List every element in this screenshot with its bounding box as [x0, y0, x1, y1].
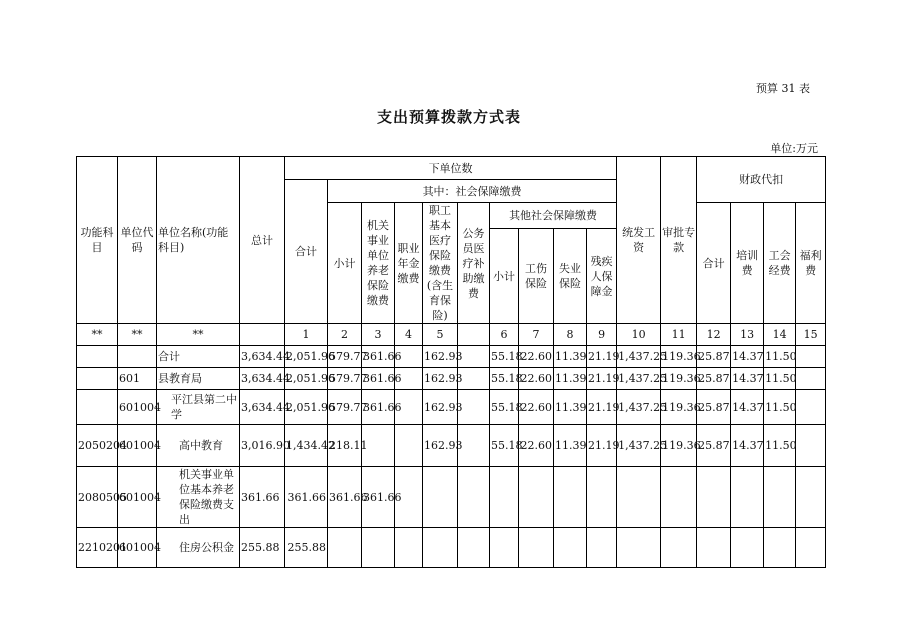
- value-cell: 25.87: [697, 425, 731, 467]
- value-cell: 22.60: [519, 390, 554, 425]
- page-title: 支出预算拨款方式表: [376, 108, 521, 126]
- value-cell: 11.39: [554, 368, 587, 390]
- header-training: 培训费: [731, 203, 764, 324]
- value-cell: [661, 467, 697, 528]
- value-cell: [796, 368, 826, 390]
- unit-name-cell: 机关事业单位基本养老保险缴费支出: [157, 467, 240, 528]
- table-row: [77, 368, 826, 390]
- index-cell: [458, 324, 490, 346]
- value-cell: 579.77: [328, 346, 362, 368]
- value-cell: 1,434.42: [285, 425, 328, 467]
- value-cell: 579.77: [328, 368, 362, 390]
- value-cell: 361.66: [362, 390, 395, 425]
- index-cell: 9: [587, 324, 617, 346]
- value-cell: 11.39: [554, 346, 587, 368]
- index-cell: 7: [519, 324, 554, 346]
- value-cell: 22.60: [519, 368, 554, 390]
- unit-code-cell: [118, 346, 157, 368]
- value-cell: 21.19: [587, 346, 617, 368]
- value-cell: 162.93: [423, 346, 458, 368]
- value-cell: 55.18: [490, 346, 519, 368]
- unit-name-cell: 县教育局: [157, 368, 240, 390]
- value-cell: [697, 467, 731, 528]
- value-cell: [395, 425, 423, 467]
- value-cell: [661, 528, 697, 568]
- value-cell: 11.39: [554, 425, 587, 467]
- value-cell: 14.37: [731, 425, 764, 467]
- func-code-cell: 2050204: [77, 425, 118, 467]
- value-cell: 22.60: [519, 425, 554, 467]
- value-cell: [519, 528, 554, 568]
- index-cell: 4: [395, 324, 423, 346]
- value-cell: 3,634.44: [240, 390, 285, 425]
- value-cell: 2,051.96: [285, 346, 328, 368]
- value-cell: 25.87: [697, 390, 731, 425]
- unit-code-cell: 601004: [118, 390, 157, 425]
- value-cell: [458, 528, 490, 568]
- value-cell: 361.66: [362, 368, 395, 390]
- header-approved: 审批专款: [661, 157, 697, 324]
- value-cell: [587, 528, 617, 568]
- header-welfare: 福利费: [796, 203, 826, 324]
- unit-name-cell: 平江县第二中学: [157, 390, 240, 425]
- func-code-cell: 2080505: [77, 467, 118, 528]
- header-fiscal: 财政代扣: [697, 157, 826, 203]
- value-cell: 21.19: [587, 368, 617, 390]
- header-other-subtotal: 小计: [490, 229, 519, 324]
- value-cell: 2,051.96: [285, 368, 328, 390]
- table-row: [77, 467, 826, 528]
- unit-name-cell: 合计: [157, 346, 240, 368]
- value-cell: 11.50: [764, 390, 796, 425]
- index-cell: 10: [617, 324, 661, 346]
- value-cell: 2,051.96: [285, 390, 328, 425]
- header-injury: 工伤保险: [519, 229, 554, 324]
- value-cell: 579.77: [328, 390, 362, 425]
- unit-name-cell: 高中教育: [157, 425, 240, 467]
- header-union: 工会经费: [764, 203, 796, 324]
- header-annuity: 职业年金缴费: [395, 203, 423, 324]
- value-cell: 361.66: [285, 467, 328, 528]
- value-cell: [764, 467, 796, 528]
- index-cell: 12: [697, 324, 731, 346]
- value-cell: 119.36: [661, 425, 697, 467]
- header-total: 总计: [240, 157, 285, 324]
- value-cell: 162.93: [423, 368, 458, 390]
- value-cell: 119.36: [661, 390, 697, 425]
- func-code-cell: [77, 346, 118, 368]
- value-cell: 14.37: [731, 368, 764, 390]
- value-cell: [617, 467, 661, 528]
- table-row: [77, 425, 826, 467]
- value-cell: 361.66: [362, 467, 395, 528]
- value-cell: [796, 467, 826, 528]
- index-cell: 8: [554, 324, 587, 346]
- func-code-cell: [77, 368, 118, 390]
- value-cell: 361.66: [362, 346, 395, 368]
- value-cell: [519, 467, 554, 528]
- header-social-security: 其中：社会保障缴费: [328, 180, 617, 203]
- value-cell: 1,437.25: [617, 425, 661, 467]
- value-cell: [617, 528, 661, 568]
- index-cell: **: [77, 324, 118, 346]
- table-row: [77, 528, 826, 568]
- value-cell: 3,016.90: [240, 425, 285, 467]
- header-unit-code: 单位代码: [118, 157, 157, 324]
- index-cell: 6: [490, 324, 519, 346]
- value-cell: 22.60: [519, 346, 554, 368]
- value-cell: 21.19: [587, 425, 617, 467]
- value-cell: [395, 528, 423, 568]
- unit-label: 单位:万元: [770, 142, 818, 155]
- index-cell: **: [118, 324, 157, 346]
- header-subtotal-all: 合计: [285, 180, 328, 324]
- header-lower-units: 下单位数: [285, 157, 617, 180]
- value-cell: [328, 528, 362, 568]
- value-cell: 3,634.44: [240, 346, 285, 368]
- value-cell: 11.50: [764, 368, 796, 390]
- value-cell: [796, 528, 826, 568]
- index-cell: [240, 324, 285, 346]
- index-row: [77, 324, 826, 346]
- index-cell: 1: [285, 324, 328, 346]
- index-cell: 11: [661, 324, 697, 346]
- value-cell: 21.19: [587, 390, 617, 425]
- value-cell: 14.37: [731, 346, 764, 368]
- value-cell: [764, 528, 796, 568]
- header-pension: 机关事业单位养老保险缴费: [362, 203, 395, 324]
- value-cell: 218.11: [328, 425, 362, 467]
- value-cell: 1,437.25: [617, 346, 661, 368]
- value-cell: [796, 425, 826, 467]
- value-cell: 11.39: [554, 390, 587, 425]
- value-cell: [490, 528, 519, 568]
- header-other-ss: 其他社会保障缴费: [490, 203, 617, 229]
- value-cell: [458, 467, 490, 528]
- value-cell: 361.66: [328, 467, 362, 528]
- value-cell: 55.18: [490, 368, 519, 390]
- unit-code-cell: 601004: [118, 467, 157, 528]
- value-cell: 1,437.25: [617, 368, 661, 390]
- value-cell: [554, 467, 587, 528]
- value-cell: [362, 528, 395, 568]
- value-cell: [796, 346, 826, 368]
- value-cell: [731, 528, 764, 568]
- func-code-cell: [77, 390, 118, 425]
- table-row: [77, 346, 826, 368]
- unit-code-cell: 601004: [118, 528, 157, 568]
- index-cell: **: [157, 324, 240, 346]
- value-cell: 11.50: [764, 425, 796, 467]
- value-cell: 119.36: [661, 368, 697, 390]
- unit-code-cell: 601: [118, 368, 157, 390]
- index-cell: 2: [328, 324, 362, 346]
- unit-code-cell: 601004: [118, 425, 157, 467]
- value-cell: 162.93: [423, 390, 458, 425]
- func-code-cell: 2210201: [77, 528, 118, 568]
- header-func-code: 功能科目: [77, 157, 118, 324]
- value-cell: 255.88: [240, 528, 285, 568]
- value-cell: 11.50: [764, 346, 796, 368]
- index-cell: 13: [731, 324, 764, 346]
- value-cell: [423, 467, 458, 528]
- header-unified-pay: 统发工资: [617, 157, 661, 324]
- value-cell: 55.18: [490, 425, 519, 467]
- header-fiscal-total: 合计: [697, 203, 731, 324]
- value-cell: 3,634.44: [240, 368, 285, 390]
- value-cell: [697, 528, 731, 568]
- value-cell: 361.66: [240, 467, 285, 528]
- table-row: [77, 390, 826, 425]
- value-cell: [731, 467, 764, 528]
- budget-table: [76, 156, 826, 568]
- value-cell: 25.87: [697, 368, 731, 390]
- value-cell: 14.37: [731, 390, 764, 425]
- value-cell: 25.87: [697, 346, 731, 368]
- value-cell: 55.18: [490, 390, 519, 425]
- value-cell: [554, 528, 587, 568]
- header-unit-name: 单位名称(功能科目): [157, 157, 240, 324]
- value-cell: 1,437.25: [617, 390, 661, 425]
- value-cell: 162.93: [423, 425, 458, 467]
- value-cell: 119.36: [661, 346, 697, 368]
- value-cell: [796, 390, 826, 425]
- value-cell: [490, 467, 519, 528]
- index-cell: 14: [764, 324, 796, 346]
- value-cell: 255.88: [285, 528, 328, 568]
- value-cell: [423, 528, 458, 568]
- header-medical: 职工基本医疗保险缴费(含生育保险): [423, 203, 458, 324]
- header-disability: 残疾人保障金: [587, 229, 617, 324]
- header-civil-medical: 公务员医疗补助缴费: [458, 203, 490, 324]
- header-row-1: [77, 157, 826, 180]
- index-cell: 3: [362, 324, 395, 346]
- header-unemployment: 失业保险: [554, 229, 587, 324]
- index-cell: 5: [423, 324, 458, 346]
- form-number: 预算 31 表: [756, 82, 810, 95]
- value-cell: [587, 467, 617, 528]
- index-cell: 15: [796, 324, 826, 346]
- unit-name-cell: 住房公积金: [157, 528, 240, 568]
- header-ss-subtotal: 小计: [328, 203, 362, 324]
